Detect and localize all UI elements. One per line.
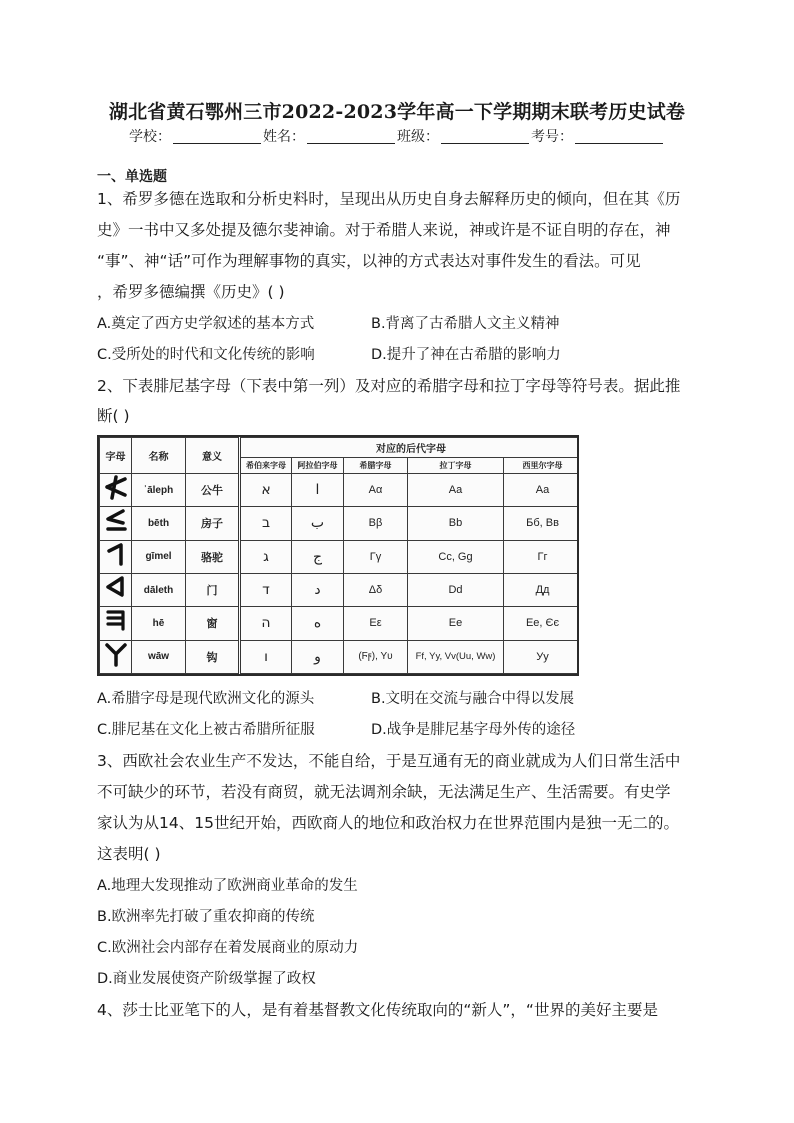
header-latin: 拉丁字母 <box>408 458 504 474</box>
phoenician-beth-glyph <box>100 507 132 540</box>
table-cell: ب <box>292 507 344 540</box>
table-cell: ه <box>292 607 344 640</box>
header-descendants: 对应的后代字母 <box>240 438 580 458</box>
table-cell: dāleth <box>132 573 186 606</box>
phoenician-he-glyph <box>100 607 132 640</box>
q1-line-2: 史》一书中又多处提及德尔斐神谕。对于希腊人来说，神或许是不证自明的存在，神 <box>97 221 671 239</box>
q1-option-a[interactable]: A.奠定了西方史学叙述的基本方式 <box>97 316 315 332</box>
alphabet-table-figure <box>97 435 579 676</box>
daleth-glyph-icon <box>103 574 129 600</box>
q2-option-b[interactable]: B.文明在交流与融合中得以发展 <box>371 691 575 707</box>
header-greek: 希腊字母 <box>344 458 408 474</box>
table-cell: ה <box>240 607 292 640</box>
exam-title: 湖北省黄石鄂州三市2022-2023学年高一下学期期末联考历史试卷 <box>108 101 686 123</box>
table-cell: Εε <box>344 607 408 640</box>
he-glyph-icon <box>103 607 129 633</box>
name-label: 姓名： <box>263 129 305 145</box>
table-cell: ʾāleph <box>132 474 186 507</box>
table-cell: ד <box>240 573 292 606</box>
exam-no-label: 考号： <box>531 129 573 145</box>
waw-glyph-icon <box>103 641 129 667</box>
table-cell: 钩 <box>186 640 240 673</box>
q3-option-a[interactable]: A.地理大发现推动了欧洲商业革命的发生 <box>97 878 358 894</box>
school-blank[interactable] <box>173 129 261 144</box>
table-cell: Ff, Yy, Vv(Uu, Ww) <box>408 640 504 673</box>
phoenician-aleph-glyph <box>100 474 132 507</box>
class-label: 班级： <box>397 129 439 145</box>
section-title: 一、单选题 <box>97 169 167 185</box>
table-cell: Уу <box>504 640 580 673</box>
header-symbol: 字母 <box>100 438 132 474</box>
q1-option-c[interactable]: C.受所处的时代和文化传统的影响 <box>97 347 315 363</box>
q3-line-1: 3、西欧社会农业生产不发达，不能自给，于是互通有无的商业就成为人们日常生活中 <box>97 752 681 770</box>
table-row <box>100 640 580 673</box>
q3-option-c[interactable]: C.欧洲社会内部存在着发展商业的原动力 <box>97 940 359 956</box>
table-cell: hē <box>132 607 186 640</box>
phoenician-daleth-glyph <box>100 573 132 606</box>
table-cell: Гг <box>504 540 580 573</box>
table-cell: Αα <box>344 474 408 507</box>
q3-option-d[interactable]: D.商业发展使资产阶级掌握了政权 <box>97 971 316 987</box>
gimel-glyph-icon <box>103 541 129 567</box>
table-cell: Дд <box>504 573 580 606</box>
beth-glyph-icon <box>103 507 129 533</box>
table-cell: Ee, Єє <box>504 607 580 640</box>
q3-option-b[interactable]: B.欧洲率先打破了重农抑商的传统 <box>97 909 315 925</box>
table-cell: Δδ <box>344 573 408 606</box>
table-cell: ג <box>240 540 292 573</box>
table-cell: ج <box>292 540 344 573</box>
table-cell: 骆驼 <box>186 540 240 573</box>
phoenician-gimel-glyph <box>100 540 132 573</box>
aleph-glyph-icon <box>103 474 129 500</box>
table-cell: bēth <box>132 507 186 540</box>
table-cell: Cc, Gg <box>408 540 504 573</box>
table-cell: Γγ <box>344 540 408 573</box>
table-row <box>100 540 580 573</box>
q2-line-2: 断( ) <box>97 407 130 425</box>
table-cell: Dd <box>408 573 504 606</box>
name-blank[interactable] <box>307 129 395 144</box>
q2-option-a[interactable]: A.希腊字母是现代欧洲文化的源头 <box>97 691 315 707</box>
header-cyrillic: 西里尔字母 <box>504 458 580 474</box>
q1-line-3: “事”、神“话”可作为理解事物的真实，以神的方式表达对事件发生的看法。可见 <box>97 252 641 270</box>
header-arabic: 阿拉伯字母 <box>292 458 344 474</box>
table-cell: ו <box>240 640 292 673</box>
table-cell: Aa <box>408 474 504 507</box>
table-row <box>100 474 580 507</box>
q2-line-1: 2、下表腓尼基字母（下表中第一列）及对应的希腊字母和拉丁字母等符号表。据此推 <box>97 377 681 395</box>
exam-no-blank[interactable] <box>575 129 663 144</box>
table-cell: 房子 <box>186 507 240 540</box>
table-cell: 窗 <box>186 607 240 640</box>
table-cell: 门 <box>186 573 240 606</box>
table-cell: ا <box>292 474 344 507</box>
table-cell: Ee <box>408 607 504 640</box>
q4-line-1: 4、莎士比亚笔下的人，是有着基督教文化传统取向的“新人”，“世界的美好主要是 <box>97 1001 658 1019</box>
header-name: 名称 <box>132 438 186 474</box>
school-label: 学校： <box>129 129 171 145</box>
q3-line-3: 家认为从14、15世纪开始，西欧商人的地位和政治权力在世界范围内是独一无二的。 <box>97 814 679 832</box>
q3-line-4: 这表明( ) <box>97 845 161 863</box>
q1-option-b[interactable]: B.背离了古希腊人文主义精神 <box>371 316 560 332</box>
table-cell: د <box>292 573 344 606</box>
table-row <box>100 573 580 606</box>
q1-option-d[interactable]: D.提升了神在古希腊的影响力 <box>371 347 561 363</box>
table-row <box>100 607 580 640</box>
q2-option-c[interactable]: C.腓尼基在文化上被古希腊所征服 <box>97 722 315 738</box>
q1-line-1: 1、希罗多德在选取和分析史料时，呈现出从历史自身去解释历史的倾向，但在其《历 <box>97 190 681 208</box>
q3-line-2: 不可缺少的环节，若没有商贸，就无法调剂余缺，无法满足生产、生活需要。有史学 <box>97 783 671 801</box>
table-row <box>100 507 580 540</box>
table-cell: 公牛 <box>186 474 240 507</box>
table-cell: wāw <box>132 640 186 673</box>
header-meaning: 意义 <box>186 438 240 474</box>
table-cell: gīmel <box>132 540 186 573</box>
table-cell: Бб, Вв <box>504 507 580 540</box>
q1-line-4: ，希罗多德编撰《历史》( ) <box>97 283 285 301</box>
table-cell: (Ϝϝ), Υυ <box>344 640 408 673</box>
class-blank[interactable] <box>441 129 529 144</box>
table-cell: Aa <box>504 474 580 507</box>
alphabet-table <box>99 437 579 674</box>
table-cell: ב <box>240 507 292 540</box>
table-cell: א <box>240 474 292 507</box>
table-cell: Bb <box>408 507 504 540</box>
header-hebrew: 希伯来字母 <box>240 458 292 474</box>
table-cell: Ββ <box>344 507 408 540</box>
student-info-line <box>0 126 794 146</box>
table-cell: و <box>292 640 344 673</box>
phoenician-waw-glyph <box>100 640 132 673</box>
q2-option-d[interactable]: D.战争是腓尼基字母外传的途径 <box>371 722 576 738</box>
